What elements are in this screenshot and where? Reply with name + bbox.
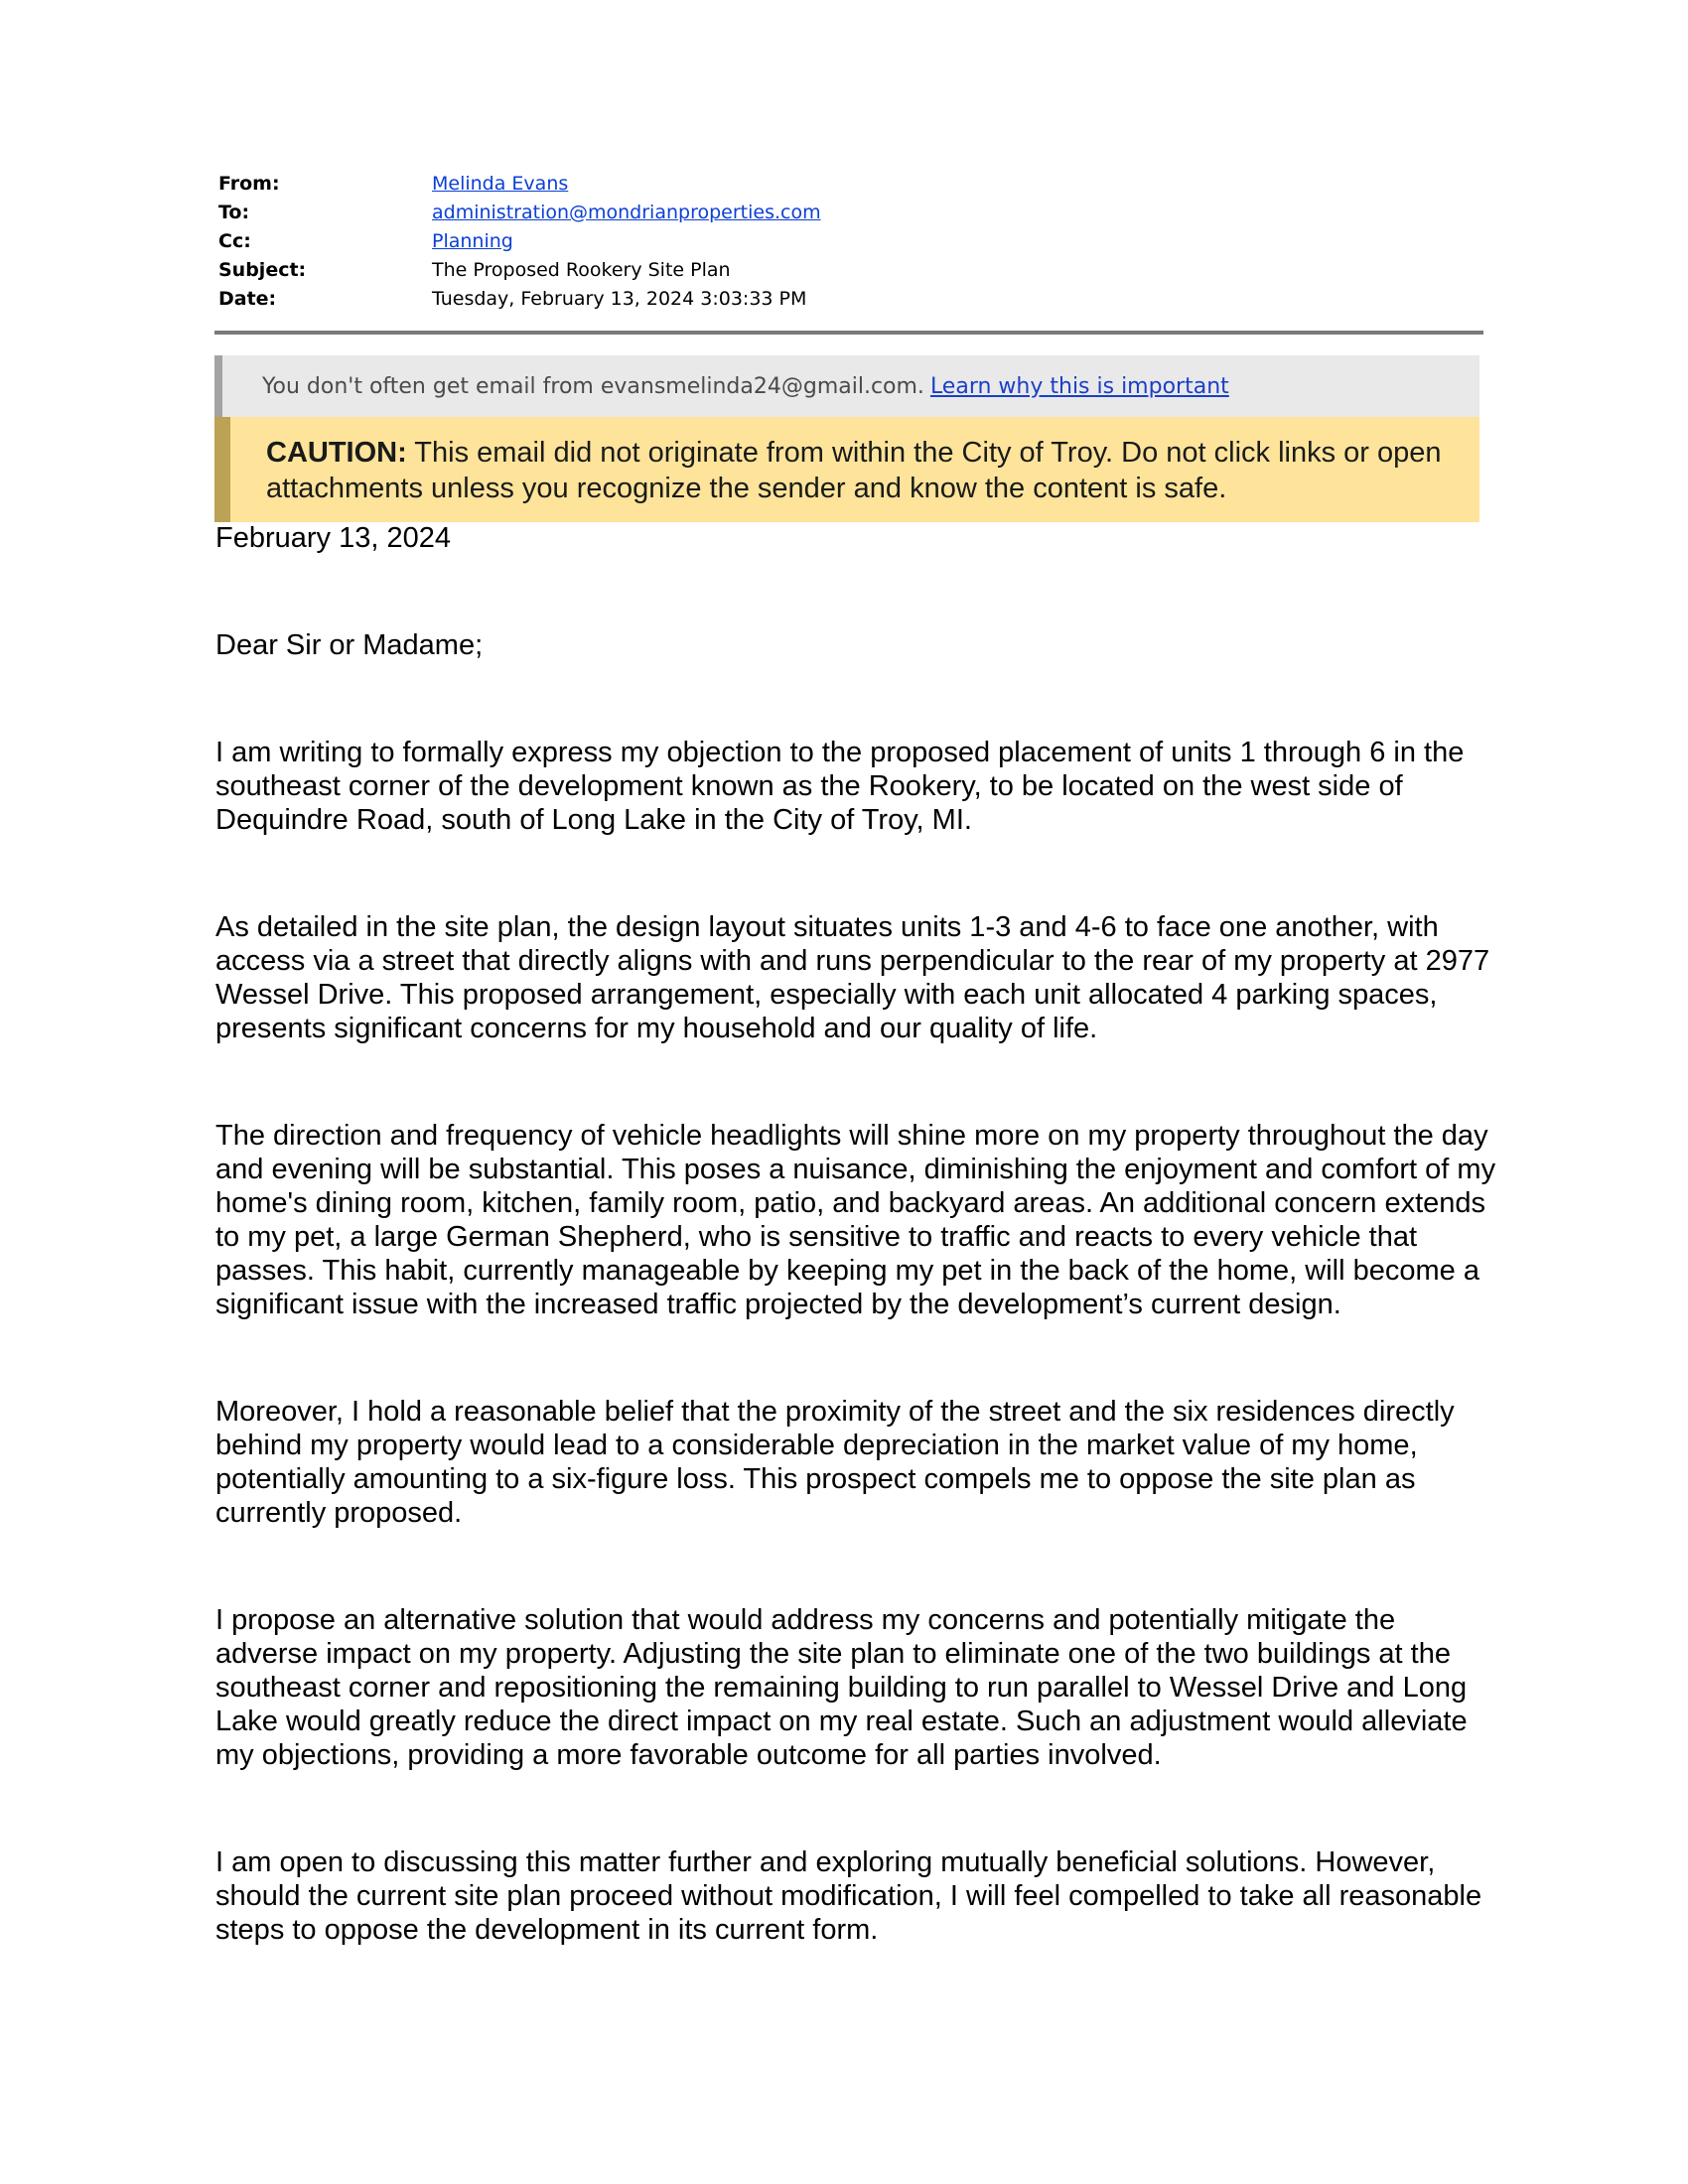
- header-divider: [214, 331, 1483, 335]
- sender-notice-banner: [214, 355, 1479, 417]
- letter-paragraph: I am writing to formally express my objection to the proposed placement of units 1 through 6 in the southeast corner of the development known as the Rookery, to be located on the west side of Dequindre Road, south of Long Lake in the City of Troy, MI.: [215, 737, 1465, 836]
- date-label: Date:: [218, 287, 277, 310]
- subject-label: Subject:: [218, 258, 307, 281]
- cc-link[interactable]: Planning: [432, 229, 513, 252]
- subject-row: [218, 255, 1479, 284]
- learn-why-link[interactable]: Learn why this is important: [929, 373, 1229, 399]
- sender-notice-text: You don't often get email from evansmelinda24@gmail.com.: [262, 373, 924, 399]
- subject-value: The Proposed Rookery Site Plan: [432, 258, 731, 281]
- to-row: [218, 198, 1479, 226]
- caution-text: This email did not originate from within the City of Troy. Do not click links or open attachments unless you recognize the sender and know the content is safe.: [266, 437, 1442, 504]
- date-row: [218, 284, 1479, 313]
- letter-paragraph: I propose an alternative solution that would address my concerns and potentially mitigate the adverse impact on my property. Adjusting the site plan to eliminate one of the two buildings at the southeast corner and repositioning the remaining building to run parallel to Wessel Drive and Long Lake would greatly reduce the direct impact on my real estate. Such an adjustment would alleviate my objections, providing a more favorable outcome for all parties involved.: [215, 1604, 1468, 1771]
- letter-paragraph: I am open to discussing this matter further and exploring mutually beneficial solutions. However, should the current site plan proceed without modification, I will feel compelled to take all reasonable steps to oppose the development in its current form.: [215, 1846, 1482, 1946]
- caution-banner: [214, 417, 1479, 522]
- date-value: Tuesday, February 13, 2024 3:03:33 PM: [432, 287, 807, 310]
- email-header: [218, 169, 1479, 313]
- caution-label: CAUTION:: [266, 437, 407, 469]
- cc-row: [218, 226, 1479, 255]
- to-link[interactable]: administration@mondrianproperties.com: [432, 201, 821, 223]
- from-label: From:: [218, 172, 280, 195]
- letter-paragraph: As detailed in the site plan, the design layout situates units 1-3 and 4-6 to face one another, with access via a street that directly aligns with and runs perpendicular to the rear of my property at 2977 Wessel Drive. This proposed arrangement, especially with each unit allocated 4 parking spaces, presents significant concerns for my household and our quality of life.: [215, 911, 1490, 1044]
- letter-body: [215, 521, 1496, 2020]
- letter-date: February 13, 2024: [215, 522, 451, 554]
- from-link[interactable]: Melinda Evans: [432, 172, 569, 195]
- letter-paragraph: The direction and frequency of vehicle headlights will shine more on my property throughout the day and evening will be substantial. This poses a nuisance, diminishing the enjoyment and comfort of my home's dining room, kitchen, family room, patio, and backyard areas. An additional concern extends to my pet, a large German Shepherd, who is sensitive to traffic and reacts to every vehicle that passes. This habit, currently manageable by keeping my pet in the back of the home, will become a significant issue with the increased traffic projected by the development’s current design.: [215, 1120, 1496, 1320]
- letter-paragraph: Moreover, I hold a reasonable belief that the proximity of the street and the six residences directly behind my property would lead to a considerable depreciation in the market value of my home, potentially amounting to a six-figure loss. This prospect compels me to oppose the site plan as currently proposed.: [215, 1396, 1455, 1529]
- to-label: To:: [218, 201, 250, 223]
- cc-label: Cc:: [218, 229, 251, 252]
- letter-salutation: Dear Sir or Madame;: [215, 629, 484, 661]
- from-row: [218, 169, 1479, 198]
